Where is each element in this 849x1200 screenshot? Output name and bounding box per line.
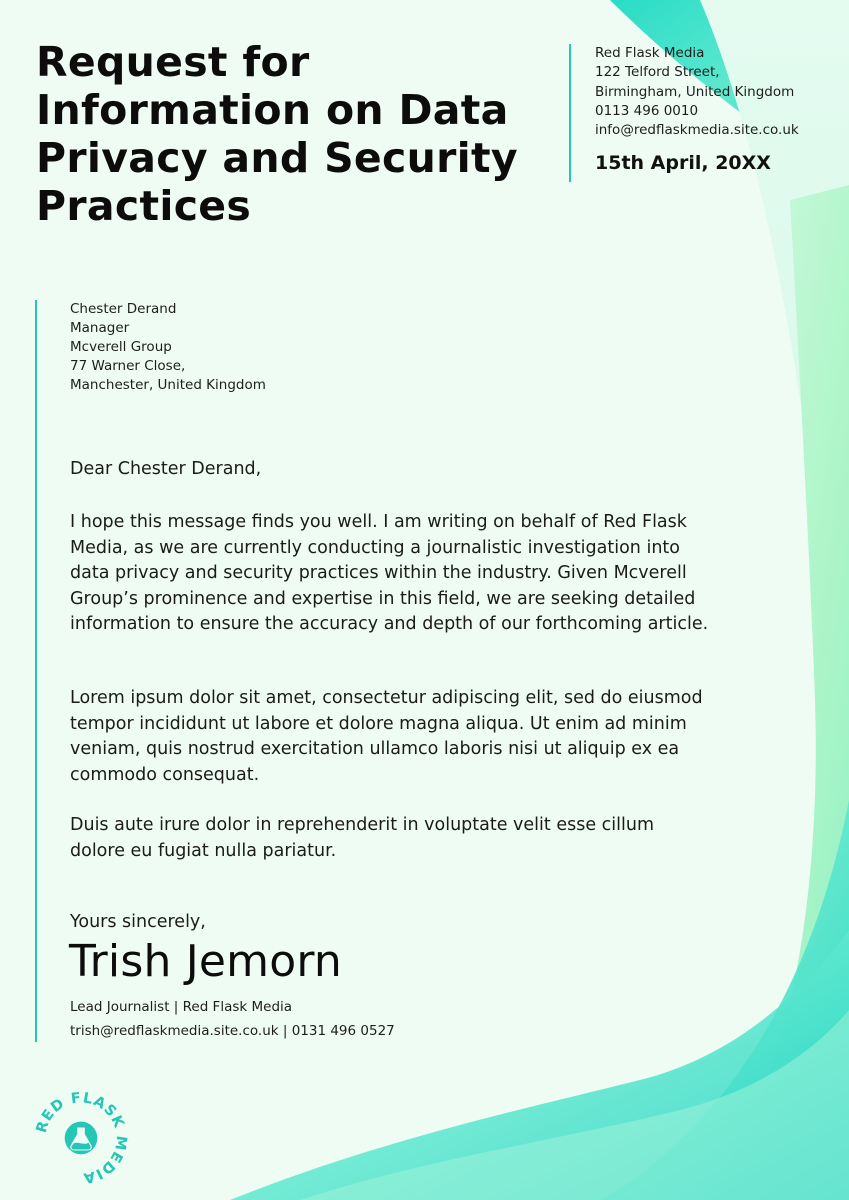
recipient-city: Manchester, United Kingdom [70, 377, 266, 393]
flask-icon [65, 1122, 98, 1155]
sender-street: 122 Telford Street, [595, 64, 720, 81]
closing: Yours sincerely, [70, 912, 206, 932]
recipient-address-block [70, 300, 266, 395]
recipient-title: Manager [70, 320, 130, 336]
svg-text:RED FLASK MEDIA: RED FLASK MEDIA [33, 1090, 129, 1186]
body-paragraph: Duis aute irure dolor in reprehenderit in voluptate velit esse cillum dolore eu fugiat nulla pariatur. [70, 815, 654, 861]
sender-phone: 0113 496 0010 [595, 102, 699, 119]
body-paragraph: Lorem ipsum dolor sit amet, consectetur adipiscing elit, sed do eiusmod tempor incididunt ut labore et dolore magna aliqua. Ut enim ad minim veniam, quis nostrud exercitation ullamco laboris nisi ut aliquip ex ea commodo consequat. [70, 688, 703, 785]
sender-company: Red Flask Media [595, 45, 705, 61]
accent-divider [35, 300, 37, 1042]
recipient-street: 77 Warner Close, [70, 358, 186, 374]
body-paragraph: I hope this message finds you well. I am writing on behalf of Red Flask Media, as we are currently conducting a journalistic investigation into data privacy and security practices within the industry. Given Mcverell Group’s prominence and expertise in this field, we are seeking detailed information to ensure the accuracy and depth of our forthcoming article. [70, 512, 709, 634]
recipient-name: Chester Derand [70, 301, 177, 317]
signature-contact: trish@redflaskmedia.site.co.uk | 0131 496 0527 [70, 1023, 395, 1039]
letter-date: 15th April, 20XX [595, 152, 771, 175]
red-flask-media-logo [33, 1090, 129, 1186]
page-title: Request for Information on Data Privacy and Security Practices [36, 38, 518, 230]
signature-name: Trish Jemorn [69, 936, 342, 987]
recipient-company: Mcverell Group [70, 339, 172, 355]
salutation: Dear Chester Derand, [70, 459, 262, 479]
sender-email: info@redflaskmedia.site.co.uk [595, 122, 799, 139]
sender-city: Birmingham, United Kingdom [595, 83, 795, 100]
signature-role: Lead Journalist | Red Flask Media [70, 999, 293, 1015]
sender-address-block [569, 44, 799, 182]
